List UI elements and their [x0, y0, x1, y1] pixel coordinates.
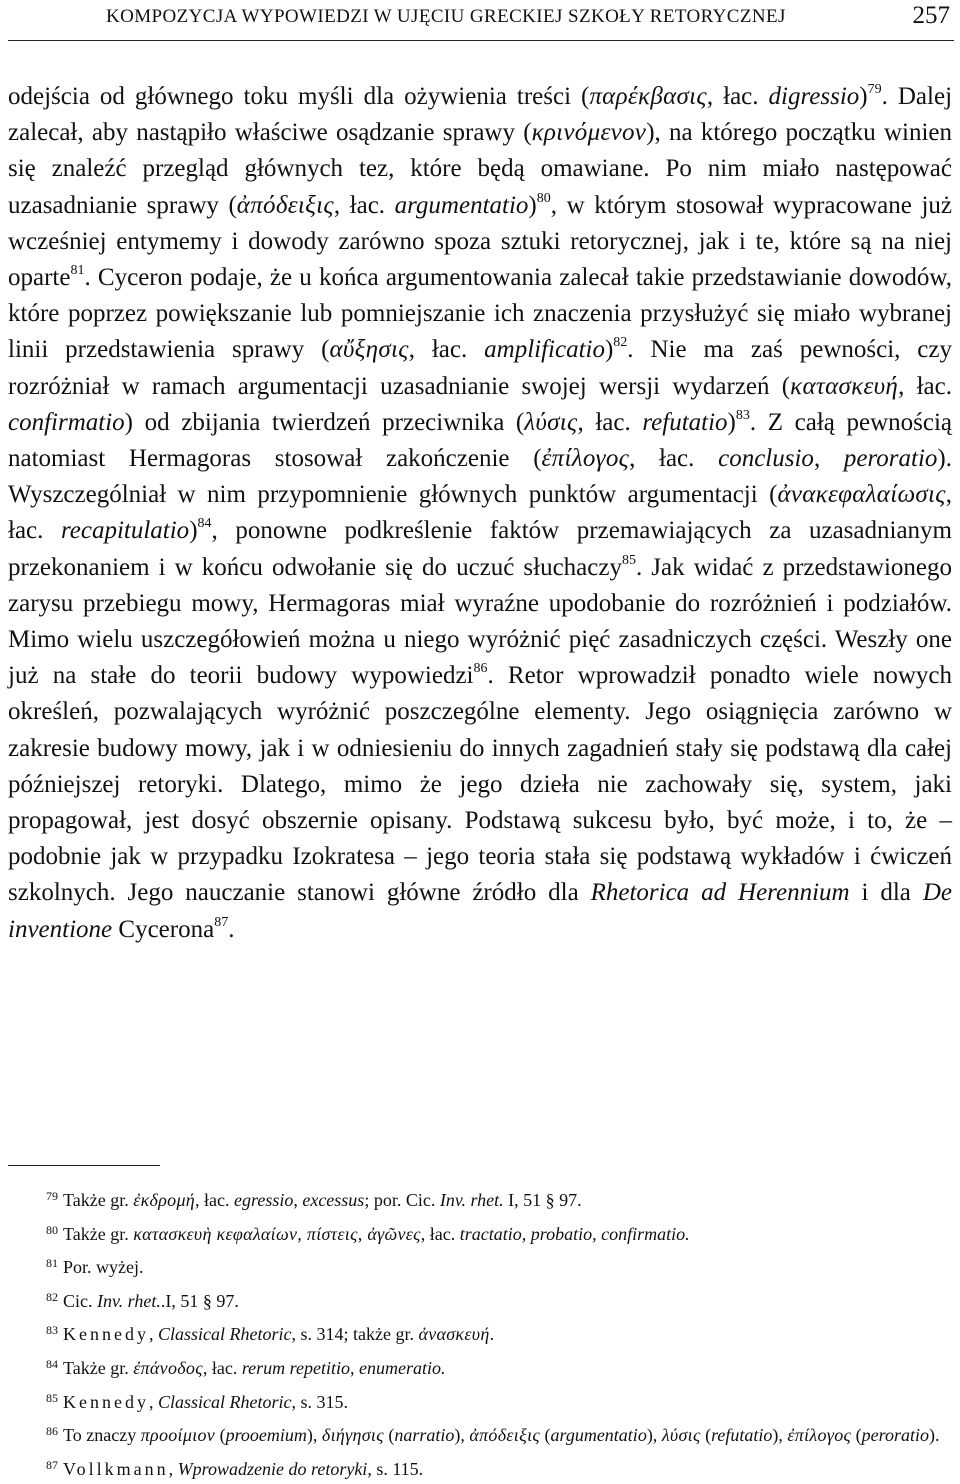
footnote-ref-85[interactable]: 85 — [621, 552, 636, 568]
footnote-85: $^{85}$ Kennedy, Classical Rhetoric, s. 315. — [46, 1390, 348, 1412]
footnote-number: 81 — [46, 1256, 58, 1271]
footnote-number: 79 — [46, 1189, 58, 1203]
author-name: Kennedy — [63, 1324, 149, 1345]
footnote-ref-83[interactable]: 83 — [735, 407, 750, 423]
greek-term: λύσις — [524, 408, 578, 436]
latin-term: argumentatio — [394, 191, 529, 219]
latin-term: peroratio — [843, 445, 938, 473]
footnote-79: $^{79}$ Także gr. ἐκδρομή, łac. egressio, excessus; por. Cic. Inv. rhet. I, 51 § 97. — [46, 1189, 582, 1210]
footnote-83: $^{83}$ Kennedy, Classical Rhetoric, s. 314; także gr. ἀνασκευή. — [46, 1323, 495, 1345]
footnote-number: 83 — [46, 1323, 58, 1338]
greek-term: κρινόμενον — [531, 119, 647, 147]
latin-term: confirmatio — [8, 408, 125, 436]
footnote-ref-86[interactable]: 86 — [473, 661, 488, 677]
footnote-number: 80 — [46, 1222, 58, 1237]
main-text — [8, 79, 952, 948]
latin-term: conclusio — [718, 445, 814, 473]
greek-term: ἀπόδειξις — [236, 191, 334, 219]
footnote-ref-79[interactable]: 79 — [867, 82, 882, 97]
page-header — [8, 0, 954, 41]
body-paragraph: odejścia od głównego toku myśli dla ożywienia treści (παρέκβασις, łac. digressio)$^{79}$. Dalej zalecał, aby nastąpiło właściwe osądzanie sprawy (κρινόμενον), na którego początku winien się znaleźć przegląd głównych tez, które będą omawiane. Po nim miało następować uzasadnianie sprawy (ἀπόδειξις, łac. argumentatio)$^{80}$, w którym stosował wypracowane już wcześniej entymemy i dowody zarówno spoza sztuki retorycznej, jak i te, które są na niej oparte$^{81}$. Cyceron podaje, że u końca argumentowania zalecał takie przedstawianie dowodów, które poprzez powiększanie lub pomniejszanie ich znaczenia przysłużyć się miało wybranej linii przedstawienia sprawy (αὔξησις, łac. amplificatio)$^{82}$. Nie ma zaś pewności, czy rozróżniał w ramach argumentacji uzasadnianie swojej wersji wydarzeń (κατασκευή, łac. confirmatio) od zbijania twierdzeń przeciwnika (λύσις, łac. refutatio)$^{83}$. Z całą pewnością natomiast Hermagoras stosował zakończenie (ἐπίλογος, łac. conclusio, peroratio). Wyszczególniał w nim przypomnienie głównych punktów argumentacji (ἀνακεφαλαίωσις, łac. recapitulatio)$^{84}$, ponowne podkreślenie faktów przemawiających za uzasadnianym przekonaniem i w końcu odwołanie się do uczuć słuchaczy$^{85}$. Jak widać z przedstawionego zarysu przebiegu mowy, Hermagoras miał wyraźne upodobanie do rozróżnień i podziałów. Mimo wielu uszczegółowień można u niego wyróżnić pięć zasadniczych części. Weszły one już na stałe do teorii budowy wypowiedzi$^{86}$. Retor wprowadził ponadto wiele nowych określeń, pozwalających wyróżnić poszczególne elementy. Jego osiągnięcia zarówno w zakresie budowy mowy, jak i w odniesieniu do innych zagadnień stały się podstawą dla całej późniejszej retoryki. Dlatego, mimo że jego dzieła nie zachowały się, system, jaki propagował, jest dosyć obszernie opisany. Podstawą sukcesu było, być może, i to, że – podobnie jak w przypadku Izokratesa – jego teoria stała się podstawą wykładów i ćwiczeń szkolnych. Jego nauczanie stanowi główne źródło dla Rhetorica ad Herennium i dla De inventione Cycerona$^{87}$. — [8, 82, 953, 943]
author-name: Kennedy — [63, 1391, 149, 1412]
page-number: 257 — [912, 2, 950, 29]
footnotes — [8, 1182, 952, 1484]
footnote-80: $^{80}$ Także gr. κατασκευὴ κεφαλαίων, πίστεις, ἀγῶνες, łac. tractatio, probatio, confirmatio. — [46, 1222, 690, 1244]
work-title: De inventione — [8, 879, 952, 943]
running-title: KOMPOZYCJA WYPOWIEDZI W UJĘCIU GRECKIEJ SZKOŁY RETORYCZNEJ — [106, 6, 786, 27]
greek-term: κατασκευή — [790, 372, 899, 400]
footnote-number: 86 — [46, 1424, 58, 1439]
footnote-number: 87 — [46, 1457, 58, 1472]
footnote-ref-82[interactable]: 82 — [613, 335, 628, 351]
latin-term: refutatio — [642, 408, 728, 436]
author-name: Vollkmann — [63, 1458, 169, 1479]
footnote-86: $^{86}$ To znaczy προοίμιον (prooemium), διήγησις (narratio), ἀπόδειξις (argumentatio), λύσις (refutatio), ἐπίλογος (peroratio). — [46, 1424, 940, 1446]
footnote-ref-87[interactable]: 87 — [214, 914, 229, 930]
work-title: Rhetorica ad Herennium — [590, 879, 850, 907]
greek-term: αὔξησις — [329, 336, 409, 364]
footnote-ref-84[interactable]: 84 — [197, 516, 212, 532]
latin-term: digressio — [768, 83, 860, 110]
latin-term: amplificatio — [484, 336, 605, 364]
footnote-number: 84 — [46, 1356, 58, 1371]
footnote-ref-80[interactable]: 80 — [536, 190, 551, 206]
footnote-81: $^{81}$ Por. wyżej. — [46, 1256, 144, 1278]
footnote-separator — [8, 1165, 160, 1166]
footnote-82: $^{82}$ Cic. Inv. rhet..I, 51 § 97. — [46, 1289, 239, 1311]
footnote-87: $^{87}$ Vollkmann, Wprowadzenie do retoryki, s. 115. — [46, 1457, 424, 1479]
greek-term: ἀνακεφαλαίωσις — [777, 481, 946, 509]
latin-term: recapitulatio — [60, 517, 190, 545]
footnote-ref-81[interactable]: 81 — [70, 263, 85, 279]
footnote-84: $^{84}$ Także gr. ἐπάνοδος, łac. rerum repetitio, enumeratio. — [46, 1356, 446, 1378]
greek-term: ἐπίλογος — [541, 445, 630, 473]
greek-term: παρέκβασις — [589, 83, 707, 110]
footnote-number: 85 — [46, 1390, 58, 1405]
footnote-number: 82 — [46, 1289, 58, 1304]
